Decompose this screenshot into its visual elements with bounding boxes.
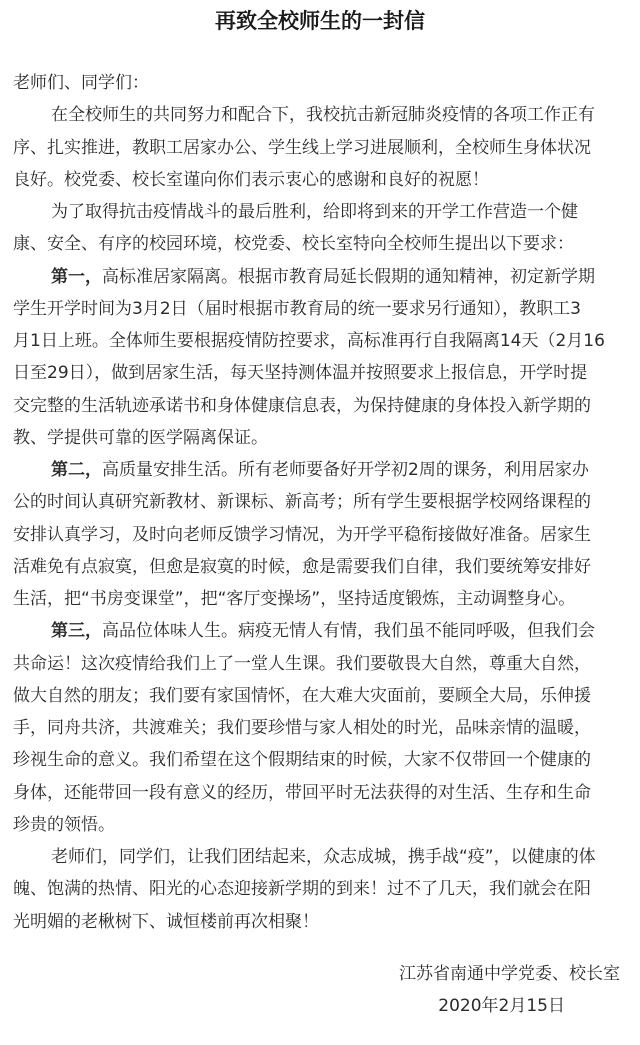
p3-line-2: 学生开学时间为3月2日（届时根据市教育局的统一要求另行通知），教职工3 xyxy=(13,298,581,319)
p3-line-4: 日至29日），做到居家生活，每天坚持测体温并按照要求上报信息，开学时提 xyxy=(13,363,588,384)
p5-line-2: 共命运！这次疫情给我们上了一堂人生课。我们要敬畏大自然，尊重大自然， xyxy=(13,653,591,674)
p2-line-1: 为了取得抗击疫情战斗的最后胜利，给即将到来的开学工作营造一个健 xyxy=(51,202,578,222)
salutation: 老师们、同学们： xyxy=(13,73,149,93)
letter-title: 再致全校师生的一封信 xyxy=(215,9,425,33)
p6-line-2: 魄、饱满的热情、阳光的心态迎接新学期的到来！过不了几天，我们就会在阳 xyxy=(13,879,591,900)
p3-first-text: 高标准居家隔离。根据市教育局延长假期的通知精神，初定新学期 xyxy=(102,266,595,287)
p4-line-2: 公的时间认真研究新教材、新课标、新高考；所有学生要根据学校网络课程的 xyxy=(13,492,591,513)
p3-heading: 第一， xyxy=(51,266,102,287)
signature-date: 2020年2月15日 xyxy=(438,996,565,1016)
signature-org: 江苏省南通中学党委、校长室 xyxy=(399,964,620,984)
p5-line-5: 珍视生命的意义。我们希望在这个假期结束的时候，大家不仅带回一个健康的 xyxy=(13,750,591,771)
p3-line-5: 交完整的生活轨迹承诺书和身体健康信息表，为保持健康的身体投入新学期的 xyxy=(13,395,591,416)
p5-line-6: 身体，还能带回一段有意义的经历，带回平时无法获得的对生活、生存和生命 xyxy=(13,782,591,803)
p4-line-5: 生活，把“书房变课堂”，把“客厅变操场”，坚持适度锻炼，主动调整身心。 xyxy=(13,589,576,609)
p4-first-text: 高质量安排生活。所有老师要备好开学初2周的课务，利用居家办 xyxy=(102,460,589,480)
p2-line-2: 康、安全、有序的校园环境，校党委、校长室特向全校师生提出以下要求： xyxy=(13,234,574,255)
p3-line-1 xyxy=(51,261,631,293)
letter-body xyxy=(13,67,631,938)
p5-line-1 xyxy=(51,615,631,647)
p6-line-3: 光明媚的老楸树下、诚恒楼前再次相聚！ xyxy=(13,911,319,932)
p1-line-1: 在全校师生的共同努力和配合下，我校抗击新冠肺炎疫情的各项工作正有 xyxy=(51,105,595,126)
p5-heading: 第三， xyxy=(51,621,102,642)
p5-line-4: 手，同舟共济，共渡难关；我们要珍惜与家人相处的时光，品味亲情的温暖， xyxy=(13,718,591,738)
p3-line-6: 教、学提供可靠的医学隔离保证。 xyxy=(13,427,268,448)
p4-line-4: 活难免有点寂寞，但愈是寂寞的时候，愈是需要我们自律，我们要统筹安排好 xyxy=(13,556,591,577)
p3-line-3: 月1日上班。全体师生要根据疫情防控要求，高标准再行自我隔离14天（2月16 xyxy=(13,331,605,351)
p5-line-7: 珍贵的领悟。 xyxy=(13,814,115,835)
p4-line-3: 安排认真学习，及时向老师反馈学习情况，为开学平稳衔接做好准备。居家生 xyxy=(13,524,591,545)
p5-first-text: 高品位体味人生。病疫无情人有情，我们虽不能同呼吸，但我们会 xyxy=(102,621,595,642)
p4-line-1 xyxy=(51,454,631,486)
p1-line-3: 良好。校党委、校长室谨向你们表示衷心的感谢和良好的祝愿！ xyxy=(13,169,489,190)
p6-line-1: 老师们，同学们，让我们团结起来，众志成城，携手战“疫”，以健康的体 xyxy=(51,847,596,867)
p5-line-3: 做大自然的朋友；我们要有家国情怀，在大难大灾面前，要顾全大局，乐伸援 xyxy=(13,685,591,706)
p4-heading: 第二， xyxy=(51,460,102,480)
p1-line-2: 序、扎实推进，教职工居家办公、学生线上学习进展顺利，全校师生身体状况 xyxy=(13,137,591,158)
